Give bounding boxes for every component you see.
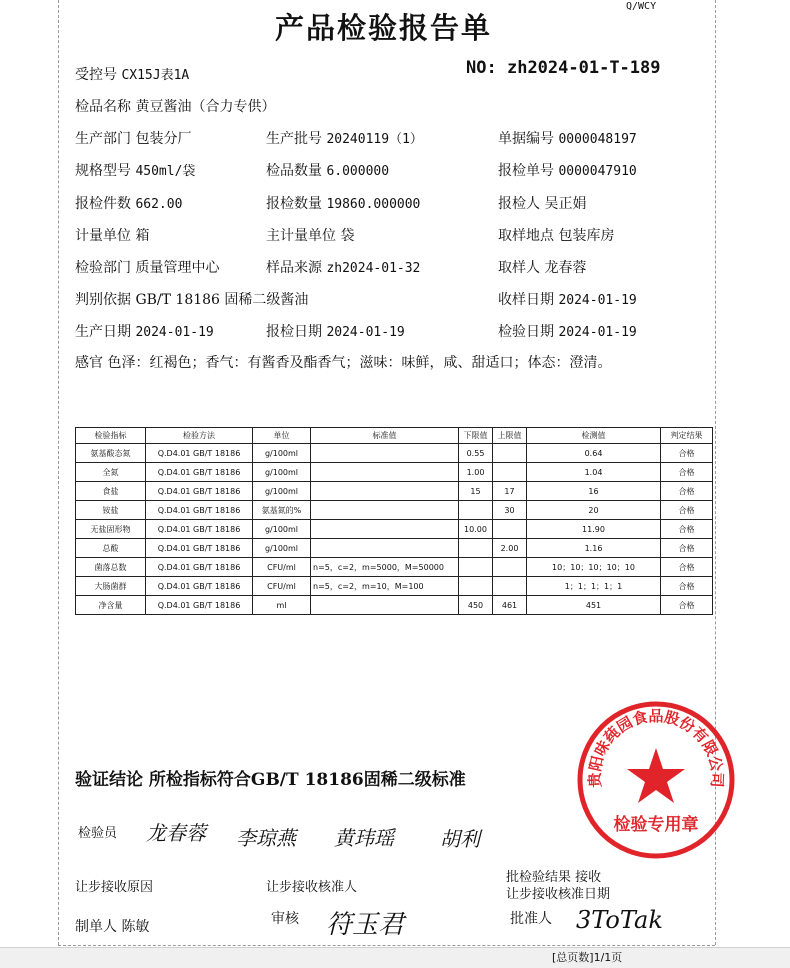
field-report-pieces: [75, 193, 182, 213]
field-label: 取样人: [498, 260, 540, 276]
table-cell: [493, 444, 527, 463]
field-production-date: [75, 321, 214, 341]
product-name-field: [75, 96, 275, 116]
field-value: 2024-01-19: [326, 325, 405, 340]
field-report-date: [266, 321, 405, 341]
maker: [75, 916, 149, 936]
field-label: 检验部门: [75, 260, 131, 276]
field-value: zh2024-01-32: [326, 261, 421, 276]
field-value: 吴正娟: [544, 196, 587, 212]
control-no-value: CX15J表1A: [121, 68, 190, 83]
field-value: 20240119（1）: [326, 132, 423, 147]
table-cell: Q.D4.01 GB/T 18186: [146, 482, 253, 501]
field-value: 450ml/袋: [135, 164, 196, 179]
table-cell: Q.D4.01 GB/T 18186: [146, 596, 253, 615]
table-cell: ml: [253, 596, 311, 615]
field-doc-no: [498, 128, 637, 148]
field-value: GB/T 18186 固稀二级酱油: [135, 292, 309, 308]
table-cell: 食盐: [76, 482, 146, 501]
reject-approver-label: 让步接收核准人: [266, 880, 358, 895]
field-basis: [75, 289, 308, 309]
table-row: [76, 463, 713, 482]
table-cell: Q.D4.01 GB/T 18186: [146, 520, 253, 539]
field-label: 检验日期: [498, 324, 554, 340]
table-cell: 0.64: [527, 444, 661, 463]
field-inspect-date: [498, 321, 637, 341]
table-cell: [459, 558, 493, 577]
table-cell: 2.00: [493, 539, 527, 558]
field-sampling-place: [498, 225, 614, 245]
table-cell: 1.00: [459, 463, 493, 482]
table-cell: 菌落总数: [76, 558, 146, 577]
table-cell: Q.D4.01 GB/T 18186: [146, 577, 253, 596]
conclusion: [75, 765, 466, 790]
conclusion-value: 所检指标符合GB/T 18186固稀二级标准: [148, 770, 466, 790]
table-cell: g/100ml: [253, 482, 311, 501]
table-cell: Q.D4.01 GB/T 18186: [146, 501, 253, 520]
inspector-signature-4: 胡利: [440, 827, 480, 851]
field-report-doc-no: [498, 160, 637, 180]
field-value: 662.00: [135, 197, 183, 212]
inspection-table: [75, 427, 713, 615]
approve-date-label: 让步接收核准日期: [506, 887, 611, 902]
column-header: 检验方法: [146, 428, 253, 444]
field-inspect-qty: [266, 160, 389, 180]
table-cell: 461: [493, 596, 527, 615]
field-main-unit: [266, 225, 354, 245]
inspector-label: 检验员: [78, 826, 118, 841]
table-cell: [459, 501, 493, 520]
table-cell: 20: [527, 501, 661, 520]
field-production-dept: [75, 128, 191, 148]
table-cell: 合格: [661, 444, 713, 463]
report-number-value: zh2024-01-T-189: [506, 58, 661, 78]
column-header: 检验指标: [76, 428, 146, 444]
table-cell: 氨基氮的%: [253, 501, 311, 520]
table-cell: Q.D4.01 GB/T 18186: [146, 539, 253, 558]
table-cell: CFU/ml: [253, 558, 311, 577]
field-value: 19860.000000: [326, 197, 421, 212]
table-cell: n=5，c=2，m=5000，M=50000: [311, 558, 459, 577]
table-cell: 0.55: [459, 444, 493, 463]
table-cell: [459, 539, 493, 558]
reject-reason-label: 让步接收原因: [75, 880, 154, 895]
page-border-bottom: [58, 945, 715, 946]
field-label: 报检数量: [266, 196, 322, 212]
column-header: 上限值: [493, 428, 527, 444]
approver-label: 批准人: [510, 911, 552, 927]
table-cell: Q.D4.01 GB/T 18186: [146, 444, 253, 463]
table-row: [76, 577, 713, 596]
table-row: [76, 539, 713, 558]
table-cell: 合格: [661, 558, 713, 577]
product-name-label: 检品名称: [75, 99, 131, 115]
table-row: [76, 501, 713, 520]
table-cell: 净含量: [76, 596, 146, 615]
product-name-value: 黄豆酱油（合力专供）: [135, 99, 276, 115]
table-cell: [459, 577, 493, 596]
sensory-value: 色泽：红褐色；香气：有酱香及酯香气；滋味：味鲜，咸、甜适口；体态：澄清。: [107, 355, 612, 371]
table-cell: 450: [459, 596, 493, 615]
field-sample-source: [266, 257, 420, 277]
seal-company-text: 贵阳味莼园食品股份有限公司: [585, 707, 727, 788]
table-cell: 1；1；1；1；1: [527, 577, 661, 596]
table-row: [76, 482, 713, 501]
review-label: 审核: [271, 911, 299, 927]
report-number: [466, 58, 661, 78]
approver-signature: 3ToTak: [576, 906, 663, 934]
field-value: 质量管理中心: [135, 260, 220, 276]
field-value: 2024-01-19: [135, 325, 214, 340]
table-cell: 11.90: [527, 520, 661, 539]
inspector-signature-2: 李琼燕: [236, 826, 296, 850]
table-cell: g/100ml: [253, 444, 311, 463]
field-spec: [75, 160, 195, 180]
table-cell: g/100ml: [253, 520, 311, 539]
field-label: 生产日期: [75, 324, 131, 340]
table-cell: g/100ml: [253, 539, 311, 558]
field-inspect-dept: [75, 257, 219, 277]
table-row: [76, 596, 713, 615]
table-row: [76, 558, 713, 577]
seal-star: [627, 748, 685, 803]
table-cell: 合格: [661, 501, 713, 520]
table-cell: [311, 444, 459, 463]
table-cell: 1.16: [527, 539, 661, 558]
status-bar: [0, 947, 790, 968]
sensory-field: [75, 352, 611, 372]
table-cell: 大肠菌群: [76, 577, 146, 596]
table-cell: [493, 558, 527, 577]
column-header: 检测值: [527, 428, 661, 444]
field-label: 报检日期: [266, 324, 322, 340]
field-value: 包装分厂: [135, 131, 192, 147]
field-report-qty: [266, 193, 420, 213]
conclusion-label: 验证结论: [75, 770, 143, 790]
table-cell: CFU/ml: [253, 577, 311, 596]
column-header: 单位: [253, 428, 311, 444]
page-title: 产品检验报告单: [275, 11, 493, 45]
column-header: 判定结果: [661, 428, 713, 444]
field-value: 0000047910: [558, 164, 637, 179]
field-label: 报检单号: [498, 163, 554, 179]
table-cell: 15: [459, 482, 493, 501]
table-cell: 16: [527, 482, 661, 501]
table-cell: 总酸: [76, 539, 146, 558]
table-cell: Q.D4.01 GB/T 18186: [146, 463, 253, 482]
report-number-label: NO:: [466, 58, 497, 78]
field-value: 0000048197: [558, 132, 637, 147]
table-cell: 合格: [661, 520, 713, 539]
table-cell: [493, 520, 527, 539]
table-row: [76, 444, 713, 463]
seal-purpose-text: 检验专用章: [613, 815, 699, 835]
field-value: 2024-01-19: [558, 293, 637, 308]
table-body: [76, 444, 713, 615]
inspection-seal: [574, 698, 738, 862]
table-cell: g/100ml: [253, 463, 311, 482]
table-cell: [493, 463, 527, 482]
field-value: 2024-01-19: [558, 325, 637, 340]
field-label: 规格型号: [75, 163, 131, 179]
field-label: 主计量单位: [266, 228, 336, 244]
table-cell: [311, 539, 459, 558]
table-cell: [311, 482, 459, 501]
field-label: 计量单位: [75, 228, 131, 244]
field-reporter: [498, 193, 586, 213]
review-signature: 符玉君: [326, 910, 405, 940]
table-cell: 30: [493, 501, 527, 520]
maker-label: 制单人: [75, 919, 117, 935]
table-cell: [311, 463, 459, 482]
field-label: 收样日期: [498, 292, 554, 308]
field-label: 报检件数: [75, 196, 131, 212]
table-cell: [311, 596, 459, 615]
table-cell: 合格: [661, 596, 713, 615]
field-receive-date: [498, 289, 637, 309]
column-header: 标准值: [311, 428, 459, 444]
inspector-signature-1: 龙春蓉: [146, 821, 206, 845]
table-cell: 10.00: [459, 520, 493, 539]
field-value: 6.000000: [326, 164, 390, 179]
field-unit: [75, 225, 149, 245]
corner-code: Q/WCY: [626, 1, 657, 12]
table-cell: 451: [527, 596, 661, 615]
field-label: 样品来源: [266, 260, 322, 276]
field-value: 龙春蓉: [544, 260, 587, 276]
control-no-field: [75, 64, 189, 84]
table-cell: Q.D4.01 GB/T 18186: [146, 558, 253, 577]
table-header-row: [76, 428, 713, 444]
field-value: 袋: [340, 228, 355, 244]
field-label: 判别依据: [75, 292, 131, 308]
inspector-signature-3: 黄玮瑶: [334, 826, 394, 850]
table-cell: 合格: [661, 539, 713, 558]
field-sampler: [498, 257, 586, 277]
page-border-left: [58, 0, 59, 945]
page-count: [总页数]1/1页: [552, 951, 623, 964]
field-label: 生产部门: [75, 131, 131, 147]
table-cell: 氨基酸态氮: [76, 444, 146, 463]
table-cell: 无盐固形物: [76, 520, 146, 539]
field-value: 箱: [135, 228, 150, 244]
table-cell: n=5，c=2，m=10，M=100: [311, 577, 459, 596]
table-cell: 合格: [661, 463, 713, 482]
field-label: 生产批号: [266, 131, 322, 147]
batch-result-label: 批检验结果 接收: [506, 870, 602, 885]
table-cell: 铵盐: [76, 501, 146, 520]
table-row: [76, 520, 713, 539]
table-cell: [311, 520, 459, 539]
table-cell: 1.04: [527, 463, 661, 482]
table-cell: 10；10；10；10；10: [527, 558, 661, 577]
table-cell: 合格: [661, 482, 713, 501]
maker-name: 陈敏: [121, 919, 150, 935]
sensory-label: 感官: [75, 355, 103, 371]
table-cell: [493, 577, 527, 596]
table-cell: 17: [493, 482, 527, 501]
control-no-label: 受控号: [75, 67, 117, 83]
table-cell: [311, 501, 459, 520]
field-label: 报检人: [498, 196, 540, 212]
field-label: 检品数量: [266, 163, 322, 179]
field-label: 取样地点: [498, 228, 554, 244]
column-header: 下限值: [459, 428, 493, 444]
field-label: 单据编号: [498, 131, 554, 147]
field-batch-no: [266, 128, 423, 148]
table-cell: 全氮: [76, 463, 146, 482]
field-value: 包装库房: [558, 228, 615, 244]
table-cell: 合格: [661, 577, 713, 596]
